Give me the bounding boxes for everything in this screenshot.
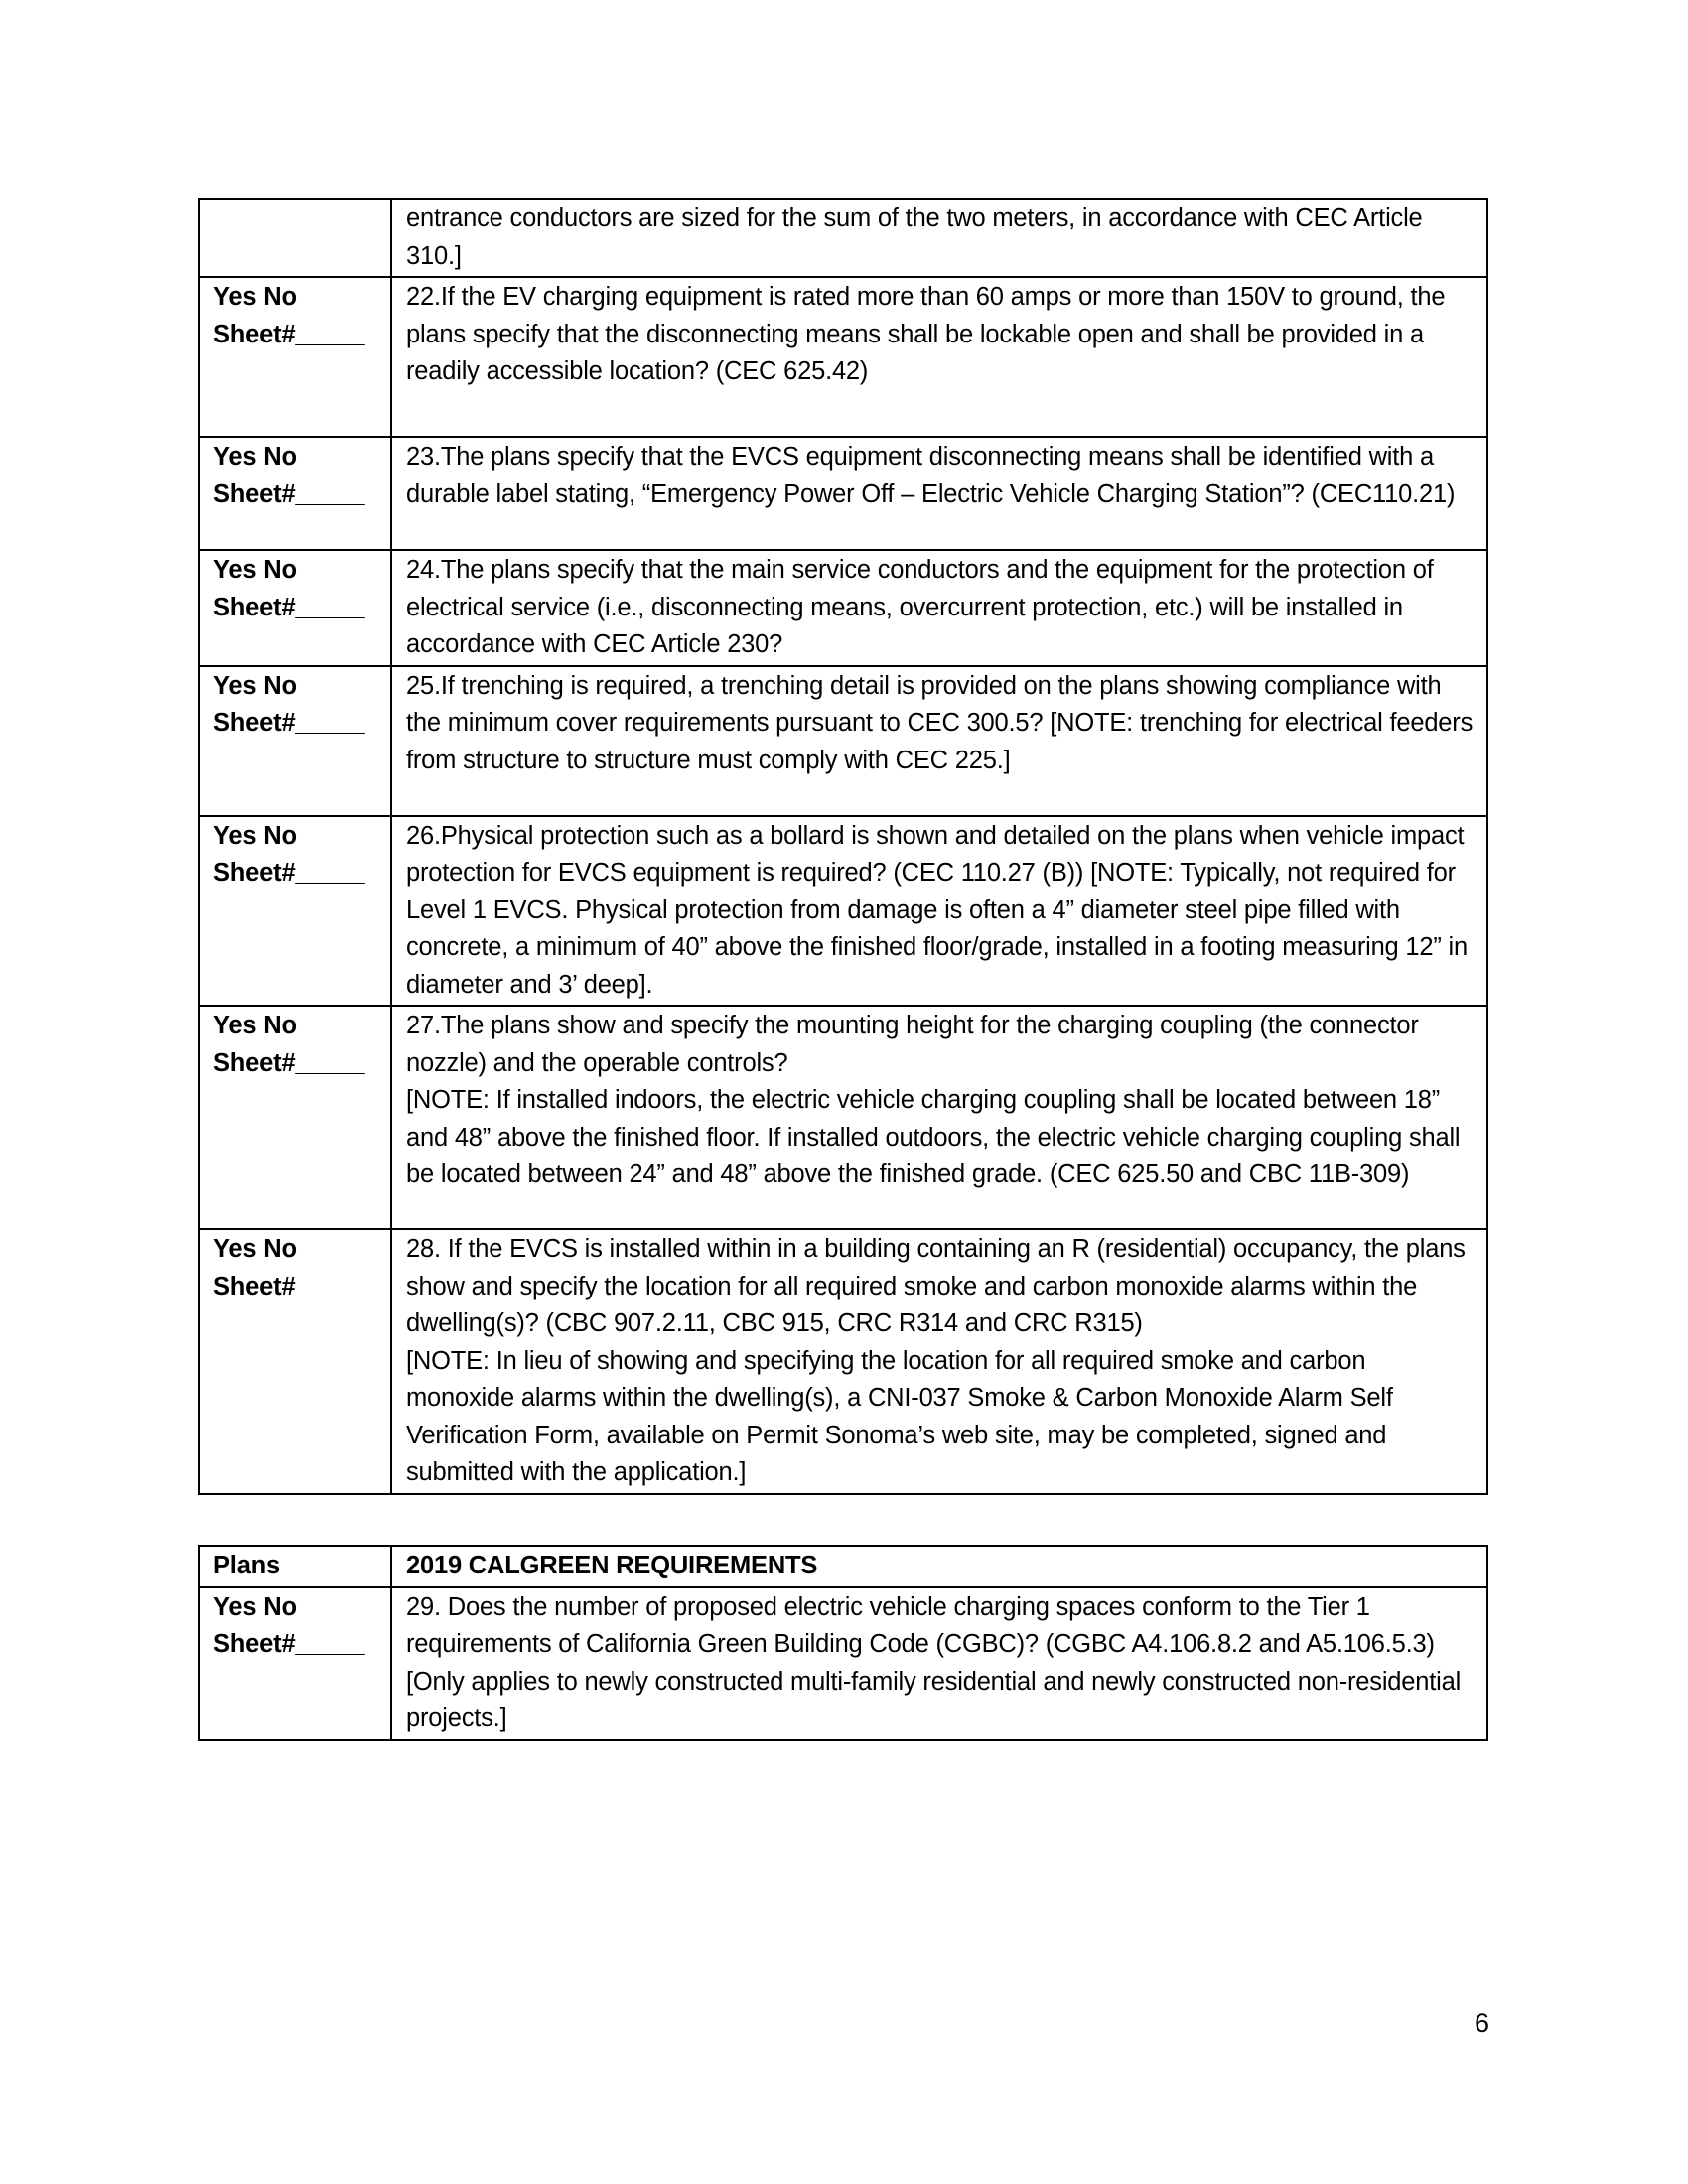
table-row bbox=[199, 666, 1487, 816]
yes-no-options[interactable]: Yes No bbox=[213, 443, 297, 471]
sheet-number-field[interactable]: Sheet#_____ bbox=[213, 709, 365, 737]
yes-no-options[interactable]: Yes No bbox=[213, 556, 297, 584]
ev-checklist-table bbox=[198, 198, 1488, 1495]
yes-no-options[interactable]: Yes No bbox=[213, 821, 297, 850]
yes-no-options[interactable]: Yes No bbox=[213, 1012, 297, 1039]
column-header-calgreen: 2019 CALGREEN REQUIREMENTS bbox=[391, 1546, 1487, 1587]
requirement-note: [NOTE: If installed indoors, the electric vehicle charging coupling shall be located between 18” and 48” above the finished floor. If installed outdoors, the electric vehicle charging coupling shall be located between 24” and 48” above the finished grade. (CEC 625.50 and CBC 11B-309) bbox=[406, 1086, 1461, 1188]
sheet-number-field[interactable]: Sheet#_____ bbox=[213, 859, 365, 887]
table-row bbox=[199, 1587, 1487, 1740]
requirement-text: 29. Does the number of proposed electric vehicle charging spaces conform to the Tier 1 requirements of California Green Building Code (CGBC)? (CGBC A4.106.8.2 and A5.106.5.3) [Only applies to newly constructed multi-family residential and newly constructed non-residential projects.] bbox=[391, 1587, 1487, 1740]
answer-cell[interactable] bbox=[199, 1006, 391, 1229]
table-row bbox=[199, 816, 1487, 1007]
requirement-question: 28. If the EVCS is installed within in a building containing an R (residential) occupancy, the plans show and specify the location for all required smoke and carbon monoxide alarms within the dwelling(s)? (CBC 907.2.11, CBC 915, CRC R314 and CRC R315) bbox=[406, 1235, 1466, 1337]
table-row bbox=[199, 437, 1487, 550]
table-row bbox=[199, 199, 1487, 277]
requirement-note: [NOTE: In lieu of showing and specifying the location for all required smoke and carbon monoxide alarms within the dwelling(s), a CNI-037 Smoke & Carbon Monoxide Alarm Self Verification Form, available on Permit Sonoma’s web site, may be completed, signed and submitted with the application.] bbox=[406, 1346, 1393, 1486]
table-row bbox=[199, 1229, 1487, 1494]
answer-cell[interactable] bbox=[199, 1229, 391, 1494]
requirement-text bbox=[391, 1006, 1487, 1229]
answer-cell[interactable] bbox=[199, 816, 391, 1007]
table-header-row bbox=[199, 1546, 1487, 1587]
requirement-text: entrance conductors are sized for the sum of the two meters, in accordance with CEC Article 310.] bbox=[391, 199, 1487, 277]
requirement-text: 23.The plans specify that the EVCS equipment disconnecting means shall be identified with a durable label stating, “Emergency Power Off – Electric Vehicle Charging Station”? (CEC110.21) bbox=[391, 437, 1487, 550]
sheet-number-field[interactable]: Sheet#_____ bbox=[213, 1630, 365, 1658]
answer-cell[interactable] bbox=[199, 437, 391, 550]
answer-cell bbox=[199, 199, 391, 277]
requirement-text bbox=[391, 1229, 1487, 1494]
page-number: 6 bbox=[1474, 2008, 1489, 2038]
yes-no-options[interactable]: Yes No bbox=[213, 671, 297, 700]
answer-cell[interactable] bbox=[199, 1587, 391, 1740]
sheet-number-field[interactable]: Sheet#_____ bbox=[213, 1272, 365, 1300]
yes-no-options[interactable]: Yes No bbox=[213, 283, 297, 311]
requirement-text: 25.If trenching is required, a trenching detail is provided on the plans showing compliance with the minimum cover requirements pursuant to CEC 300.5? [NOTE: trenching for electrical feeders from structure to structure must comply with CEC 225.] bbox=[391, 666, 1487, 816]
yes-no-options[interactable]: Yes No bbox=[213, 1592, 297, 1621]
sheet-number-field[interactable]: Sheet#_____ bbox=[213, 593, 365, 621]
answer-cell[interactable] bbox=[199, 550, 391, 666]
requirement-text: 22.If the EV charging equipment is rated more than 60 amps or more than 150V to ground, the plans specify that the disconnecting means shall be lockable open and shall be provided in a readily accessible location? (CEC 625.42) bbox=[391, 277, 1487, 437]
calgreen-requirements-table bbox=[198, 1545, 1488, 1741]
table-row bbox=[199, 1006, 1487, 1229]
answer-cell[interactable] bbox=[199, 277, 391, 437]
column-header-plans: Plans bbox=[199, 1546, 391, 1587]
yes-no-options[interactable]: Yes No bbox=[213, 1235, 297, 1263]
table-row bbox=[199, 277, 1487, 437]
requirement-text: 26.Physical protection such as a bollard is shown and detailed on the plans when vehicle impact protection for EVCS equipment is required? (CEC 110.27 (B)) [NOTE: Typically, not required for Level 1 EVCS. Physical protection from damage is often a 4” diameter steel pipe filled with concrete, a minimum of 40” above the finished floor/grade, installed in a footing measuring 12” in diameter and 3’ deep]. bbox=[391, 816, 1487, 1007]
requirement-text: 24.The plans specify that the main service conductors and the equipment for the protection of electrical service (i.e., disconnecting means, overcurrent protection, etc.) will be installed in accordance with CEC Article 230? bbox=[391, 550, 1487, 666]
sheet-number-field[interactable]: Sheet#_____ bbox=[213, 320, 365, 348]
answer-cell[interactable] bbox=[199, 666, 391, 816]
requirement-question: 27.The plans show and specify the mounting height for the charging coupling (the connector nozzle) and the operable controls? bbox=[406, 1012, 1419, 1077]
sheet-number-field[interactable]: Sheet#_____ bbox=[213, 1048, 365, 1077]
table-row bbox=[199, 550, 1487, 666]
sheet-number-field[interactable]: Sheet#_____ bbox=[213, 479, 365, 508]
